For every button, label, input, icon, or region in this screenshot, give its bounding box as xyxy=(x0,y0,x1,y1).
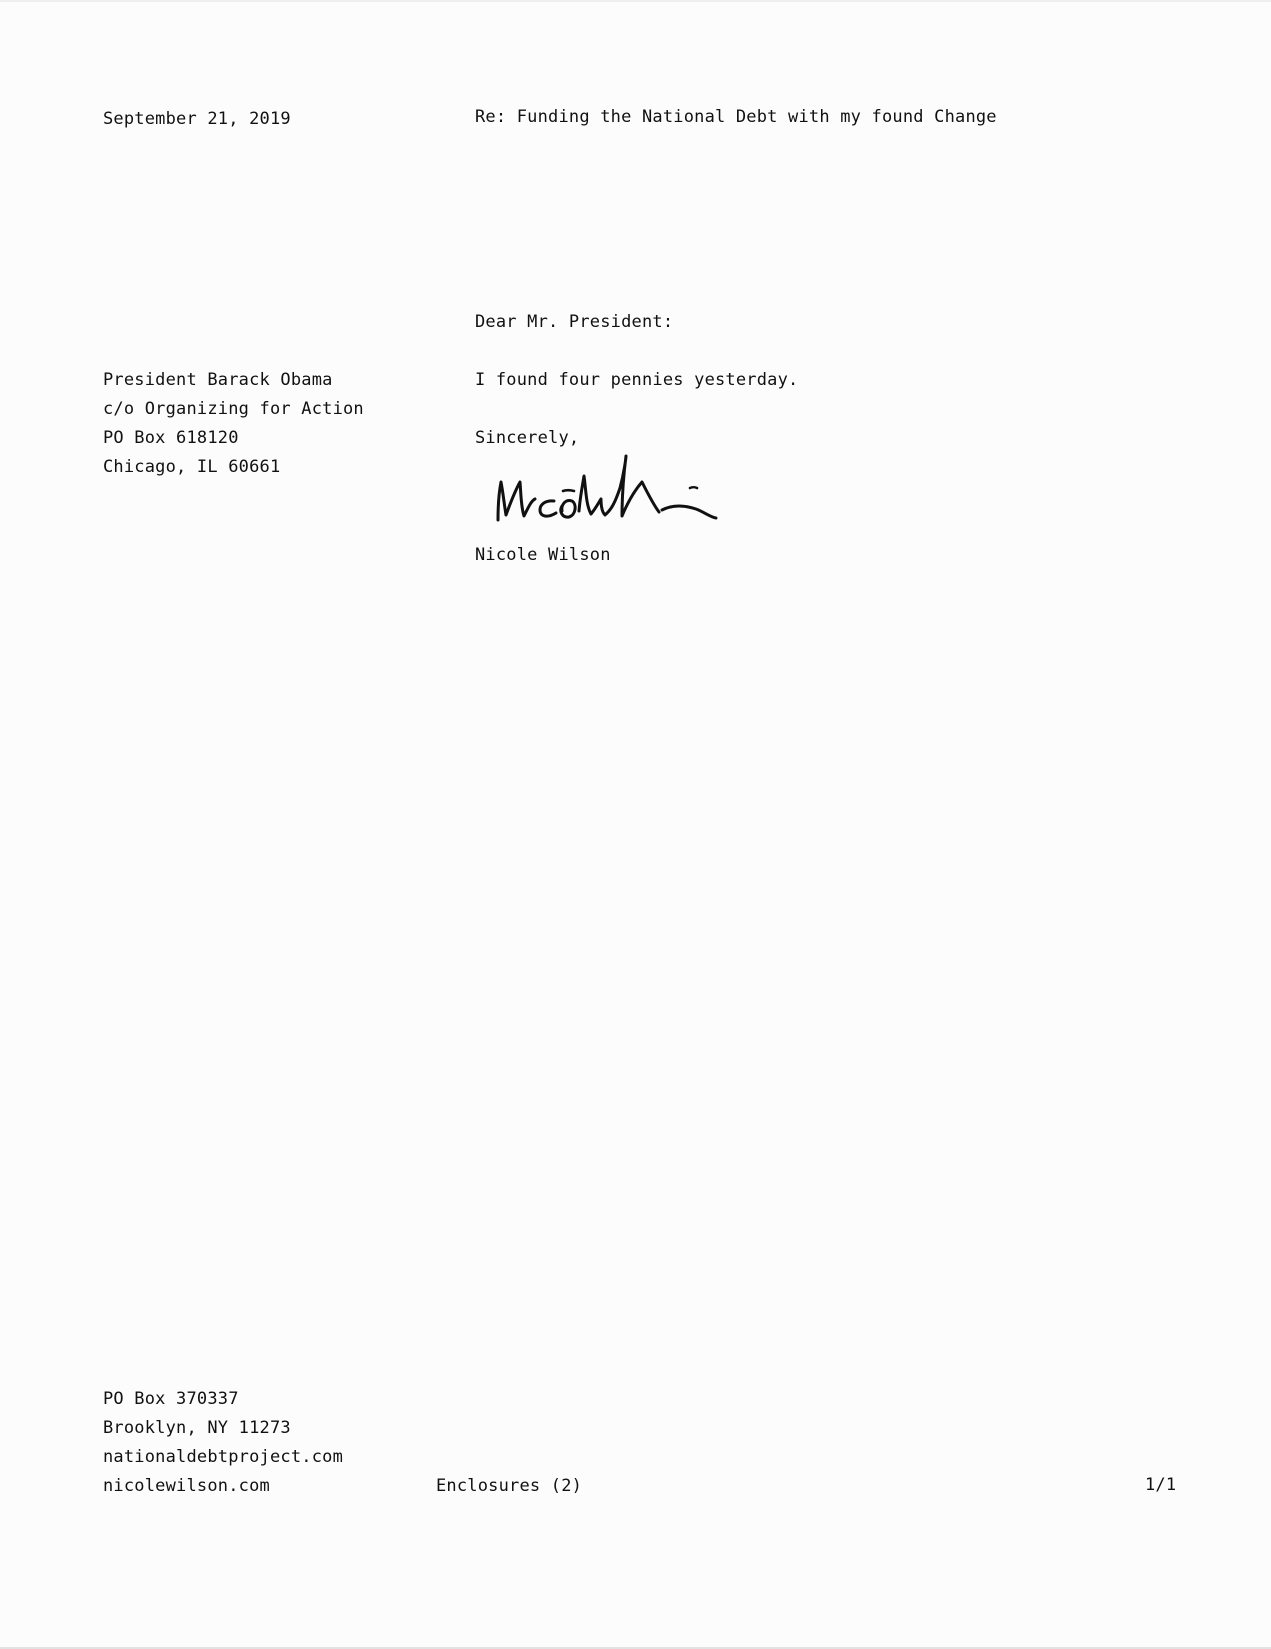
recipient-address xyxy=(103,370,364,477)
letter-message: I found four pennies yesterday. xyxy=(475,370,799,390)
page-number: 1/1 xyxy=(1145,1475,1177,1495)
closing: Sincerely, xyxy=(475,428,580,448)
national-debt-project-website: nationaldebtproject.com xyxy=(103,1447,344,1467)
recipient-po-box: PO Box 618120 xyxy=(103,428,239,448)
page-top-edge xyxy=(0,0,1271,2)
enclosures-note: Enclosures (2) xyxy=(436,1476,583,1496)
salutation: Dear Mr. President: xyxy=(475,312,674,332)
sender-po-box: PO Box 370337 xyxy=(103,1389,239,1409)
personal-website: nicolewilson.com xyxy=(103,1476,270,1496)
signer-name: Nicole Wilson xyxy=(475,545,611,565)
letter-date: September 21, 2019 xyxy=(103,109,291,129)
signature-image xyxy=(490,448,750,528)
sender-city-state-zip: Brooklyn, NY 11273 xyxy=(103,1418,291,1438)
recipient-name: President Barack Obama xyxy=(103,370,333,390)
handwritten-signature xyxy=(490,448,750,528)
letter-subject: Re: Funding the National Debt with my found Change xyxy=(475,107,997,127)
recipient-city-state-zip: Chicago, IL 60661 xyxy=(103,457,281,477)
recipient-organization: c/o Organizing for Action xyxy=(103,399,364,419)
sender-footer-address xyxy=(103,1389,343,1496)
